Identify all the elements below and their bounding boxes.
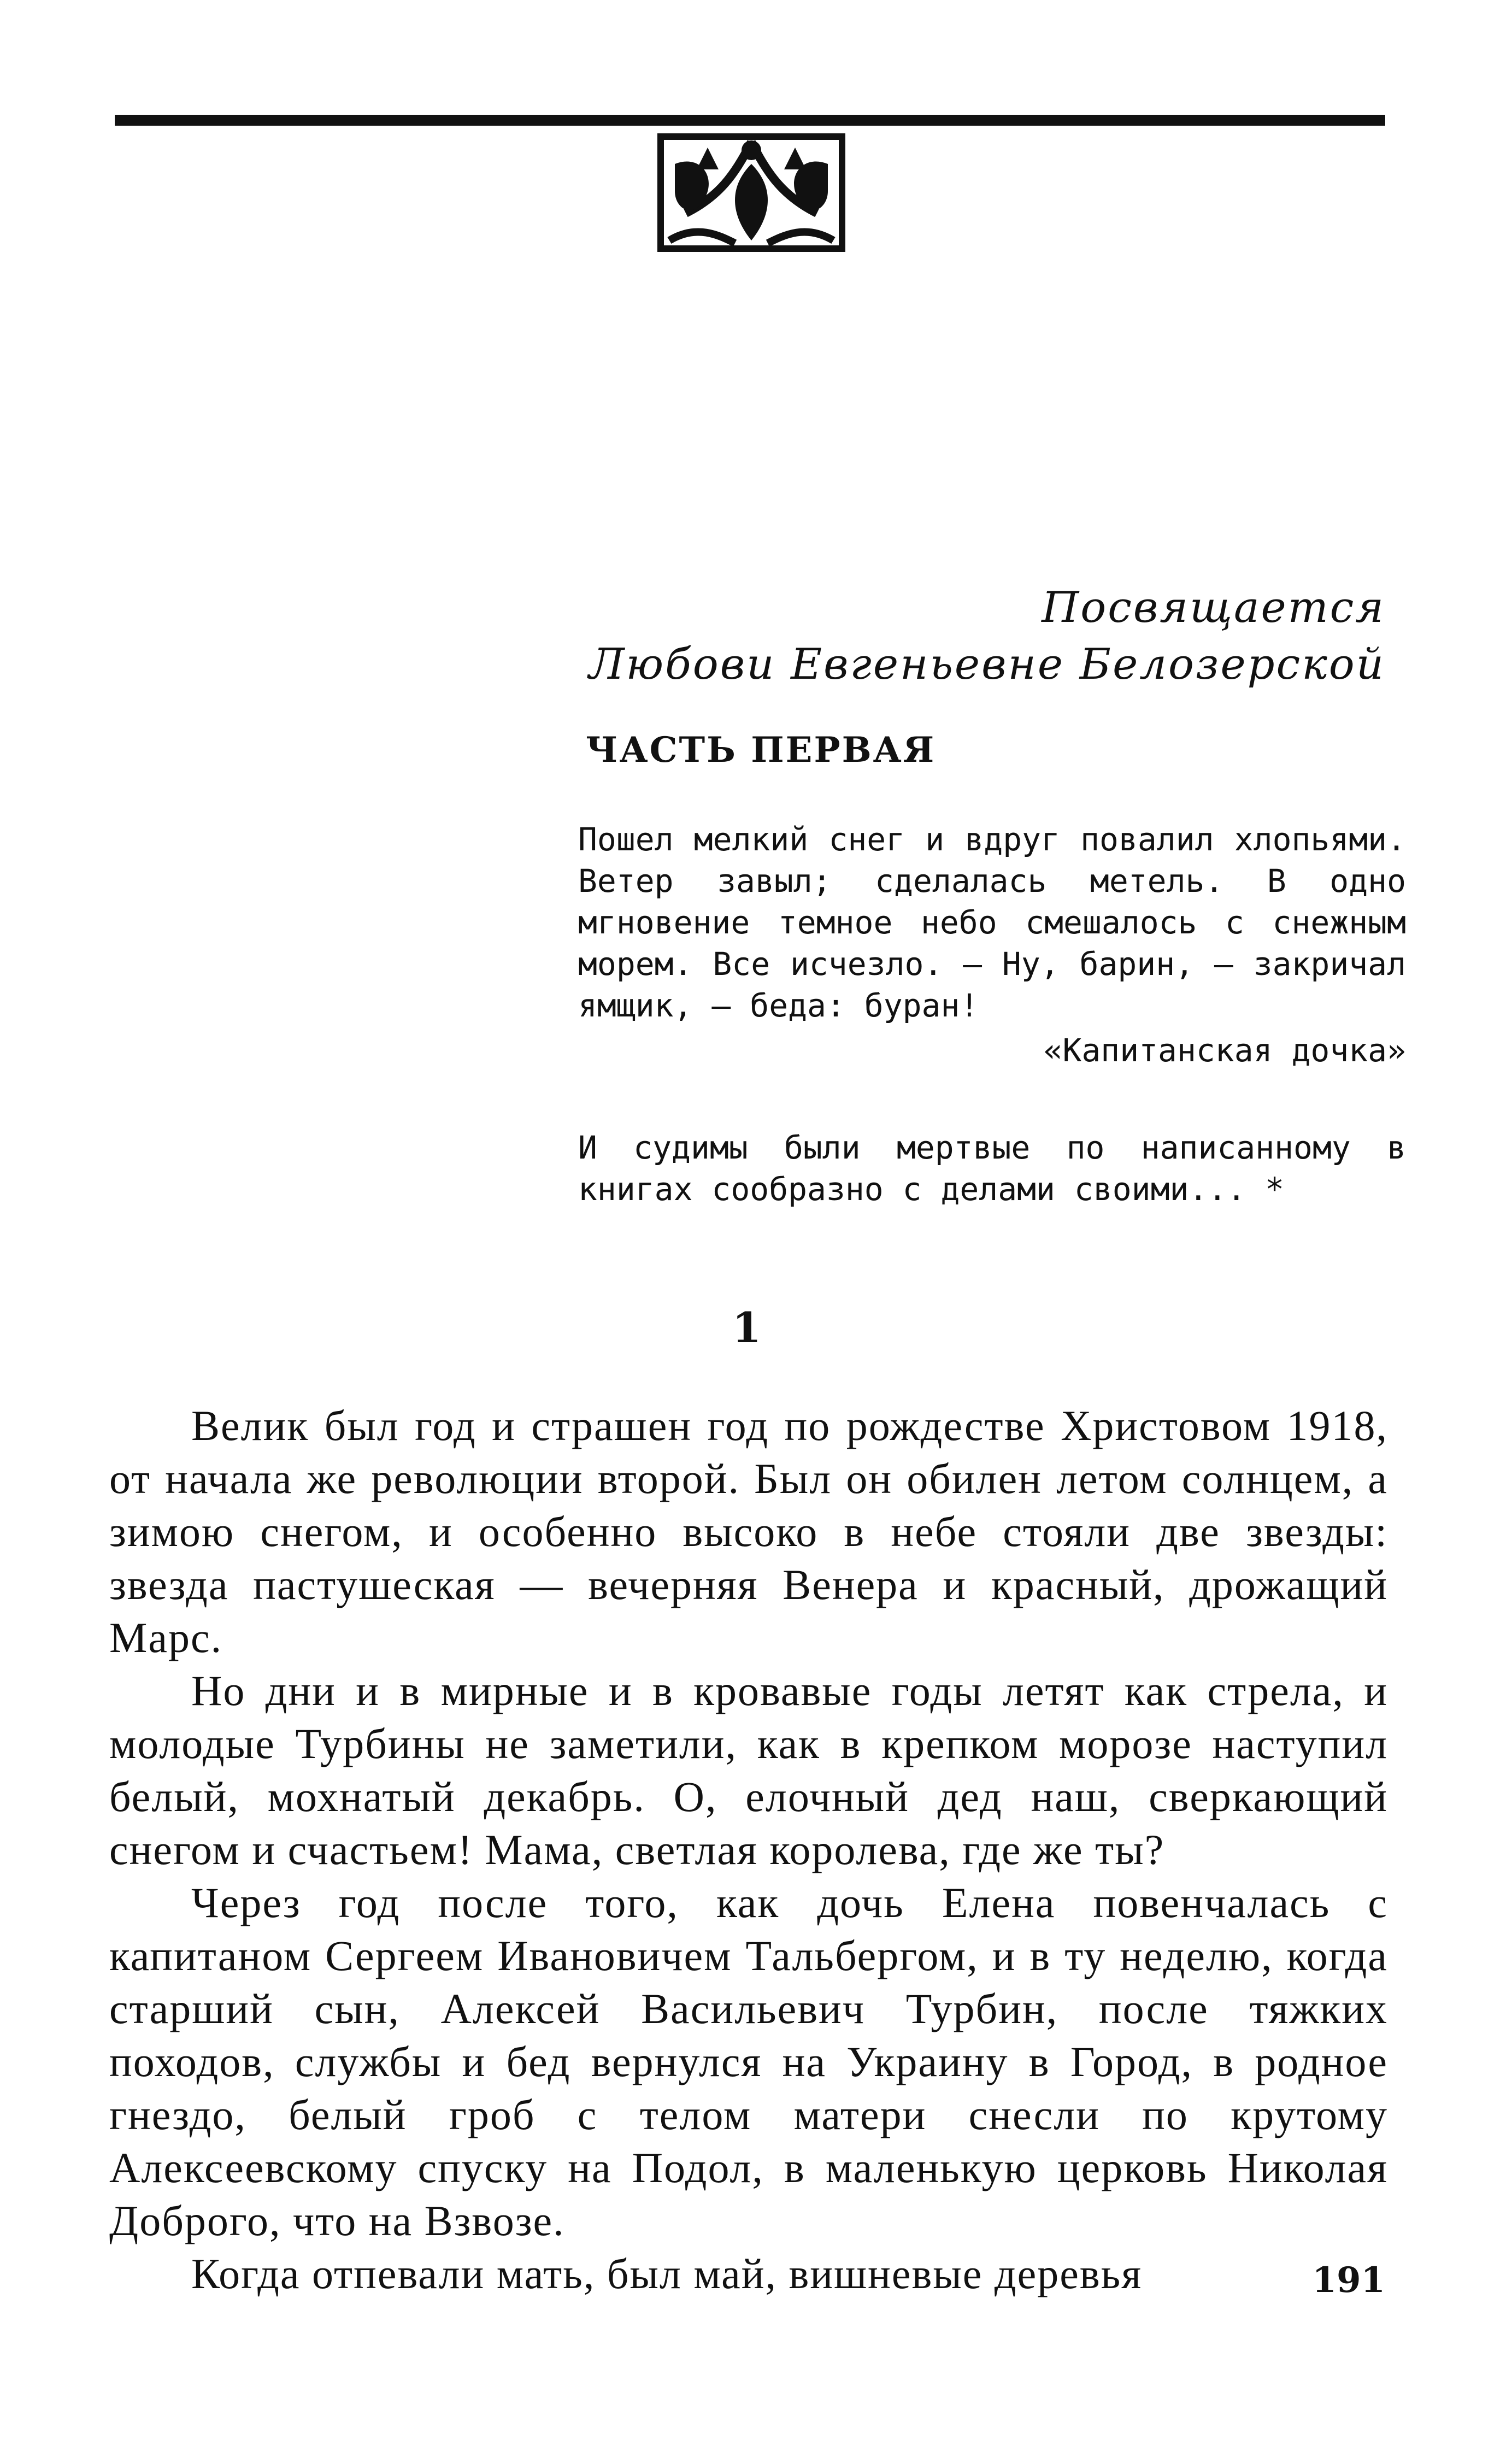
epigraph-2 [578, 1127, 1406, 1210]
page-number: 191 [1312, 2260, 1385, 2301]
part-title: ЧАСТЬ ПЕРВАЯ [586, 730, 936, 771]
chapter-body [109, 1399, 1388, 2300]
epigraph-1 [578, 819, 1406, 1071]
epigraph-1-source: «Капитанская дочка» [1043, 1032, 1406, 1069]
dedication [589, 579, 1385, 693]
paragraph-3: Через год после того, как дочь Елена повенчалась с капитаном Сергеем Ивановичем Тальбергом, и в ту неделю, когда старший сын, Алексей Васильевич Турбин, после тяжких походов, службы и бед вернулся на Украину в Город, в родное гнездо, белый гроб с телом матери снесли по крутому Алексеевскому спуску на Подол, в маленькую церковь Николая Доброго, что на Взвозе. [109, 1879, 1388, 2244]
chapter-number: 1 [732, 1303, 761, 1352]
epigraph-2-text: И судимы были мертвые по написанному в книгах сообразно с делами своими... * [578, 1129, 1406, 1208]
paragraph-4: Когда отпевали мать, был май, вишневые деревья [191, 2250, 1143, 2297]
top-rule [115, 115, 1385, 126]
paragraph-2: Но дни и в мирные и в кровавые годы летят как стрела, и молодые Турбины не заметили, как в крепком морозе наступил белый, мохнатый декабрь. О, елочный дед наш, сверкающий снегом и счастьем! Мама, светлая королева, где же ты? [109, 1667, 1388, 1873]
floral-ornament-icon [653, 131, 850, 254]
dedication-line-1: Посвящается [1042, 583, 1385, 632]
dedication-line-2: Любови Евгеньевне Белозерской [589, 640, 1385, 689]
epigraph-1-text: Пошел мелкий снег и вдруг повалил хлопьями. Ветер завыл; сделалась метель. В одно мгновение темное небо смешалось с снежным морем. Все исчезло. — Ну, барин, — закричал ямщик, — беда: буран! [578, 821, 1406, 1024]
paragraph-1: Велик был год и страшен год по рождестве Христовом 1918, от начала же революции второй. Был он обилен летом солнцем, а зимою снегом, и особенно высоко в небе стояли две звезды: звезда пастушеская — вечерняя Венера и красный, дрожащий Марс. [109, 1402, 1388, 1661]
